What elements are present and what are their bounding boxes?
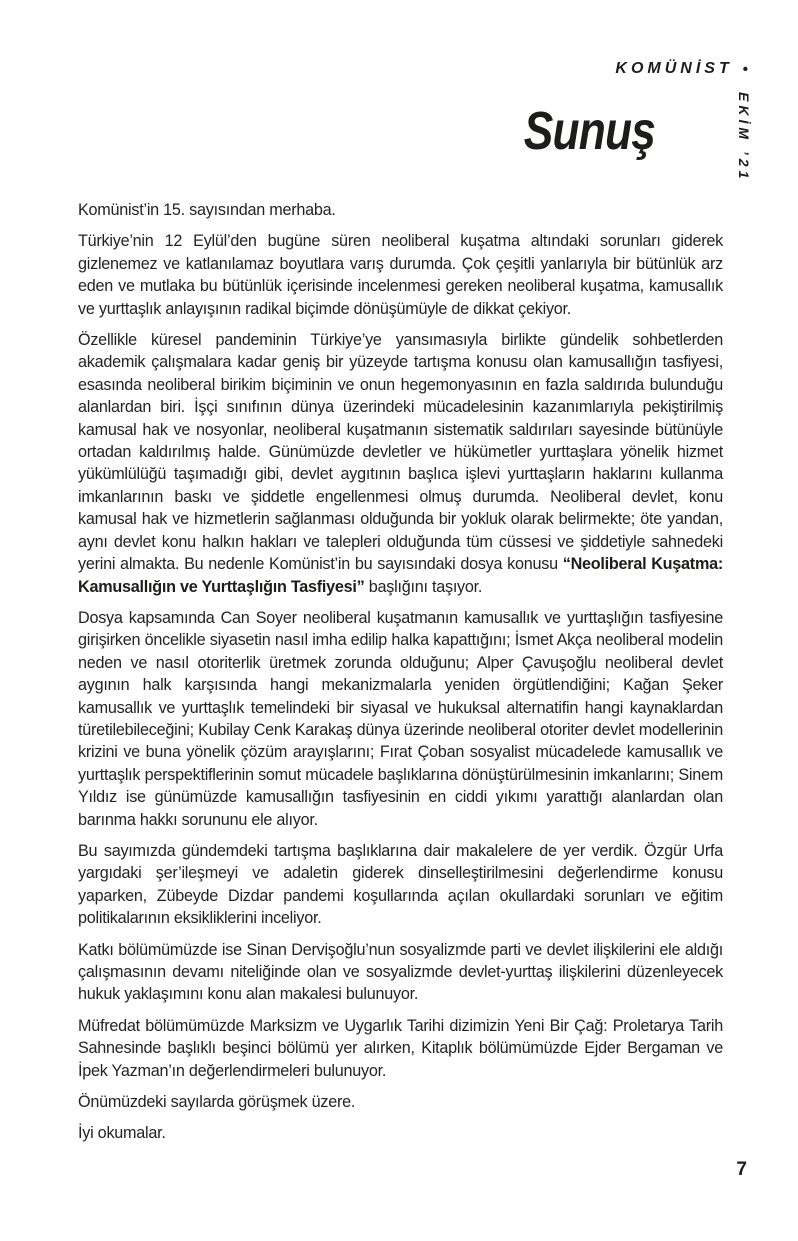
paragraph-dossier-theme-tail: başlığını taşıyor. bbox=[364, 577, 483, 596]
dossier-title-emphasis: “Neoliberal Kuşatma: Kamusallığın ve Yurttaşlığın Tasfiyesi” bbox=[78, 555, 723, 596]
page-number: 7 bbox=[736, 1159, 747, 1180]
paragraph-agenda-articles: Bu sayımızda gündemdeki tartışma başlıklarına dair makalelere de yer verdik. Özgür Urfa yargıdaki şer’ileşmeyi ve adaletin giderek dinselleştirilmesini değerlendirme konusu yaparken, Zübeyde Dizdar pandemi koşullarında açılan okullardaki sorunları ve eğitim politikalarının eksikliklerini inceliyor. bbox=[78, 841, 723, 928]
paragraph-farewell: Önümüzdeki sayılarda görüşmek üzere. bbox=[78, 1093, 356, 1112]
paragraph-greeting: Komünist’in 15. sayısından merhaba. bbox=[78, 201, 336, 219]
paragraph-dossier-theme-text: Özellikle küresel pandeminin Türkiye’ye yansımasıyla birlikte gündelik sohbetlerden akademik çalışmalara kadar geniş bir yüzeyde tartışma konusu olan kamusallığın tasfiyesi, esasında neoliberal birikim biçiminin ve onun hegemonyasının en fazla saldırıda bulunduğu alanlardan biri. İşçi sınıfının dünya üzerindeki mücadelesinin kazanımlarıyla pekiştirilmiş kamusal hak ve nosyonlar, neoliberal kuşatmanın sistematik saldırıları sayesinde bütünüyle ortadan kaldırılmış halde. Günümüzde devletler ve hükümetler yurttaşlara yönelik hizmet yükümlülüğü taşımadığı gibi, devlet aygıtının başlıca işlevi yurttaşların haklarını kullanma imkanlarının baskı ve şiddetle engellenmesi olmuş durumda. Neoliberal devlet, konu kamusal hak ve hizmetlerin sağlanması olduğunda bir yokluk olarak belirmekte; öte yandan, aynı devlet konu halkın hakları ve talepleri olduğunda tüm cüssesi ve şiddetiyle sahnedeki yerini almakta. Bu nedenle Komünist’in bu sayısındaki dosya konusu bbox=[78, 331, 723, 574]
editorial-body bbox=[78, 199, 723, 1154]
paragraph-curriculum-section: Müfredat bölümümüzde Marksizm ve Uygarlık Tarihi dizimizin Yeni Bir Çağ: Proletarya Tarih Sahnesinde başlıklı beşinci bölümü yer alırken, Kitaplık bölümümüzde Ejder Bergaman ve İpek Yazman’ın değerlendirmeleri bulunuyor. bbox=[78, 1016, 723, 1080]
paragraph-intro: Türkiye’nin 12 Eylül’den bugüne süren neoliberal kuşatma altındaki sorunları giderek gizlenemez ve katlanılamaz boyutlara varış durumda. Çok çeşitli yanlarıyla bir bütünlük arz eden ve mutlaka bu bütünlük içerisinde incelenmesi gereken neoliberal kuşatma, kamusallık ve yurttaşlık anlayışının radikal biçimde dönüşümüyle de dikkat çekiyor. bbox=[78, 232, 723, 318]
masthead bbox=[615, 60, 748, 78]
paragraph-contribution-section: Katkı bölümümüzde ise Sinan Dervişoğlu’nun sosyalizmde parti ve devlet ilişkilerini ele aldığı çalışmasının devamı niteliğinde olan ve sosyalizmde devlet-yurttaş ilişkilerini düzenleyecek hukuk yaklaşımını konu alan makalesi bulunuyor. bbox=[78, 940, 723, 1004]
magazine-name: KOMÜNİST bbox=[615, 60, 733, 77]
paragraph-dossier-authors: Dosya kapsamında Can Soyer neoliberal kuşatmanın kamusallık ve yurttaşlığın tasfiyesine girişirken öncelikle siyasetin nasıl imha edilip halka kapattığını; İsmet Akça neoliberal modelin neden ve nasıl otoriterlik üretmek zorunda olduğunu; Alper Çavuşoğlu neoliberal devlet aygının halk karşısında hangi mekanizmalarla yeniden örgütlendiğini; Kağan Şeker kamusallık ve yurttaşlık temelindeki bir siyasal ve hukuksal alternatifin hangi kaynaklardan türetilebileceğini; Kubilay Cenk Karakaş dünya üzerinde neoliberal otoriter devlet modellerinin krizini ve buna yönelik çözüm arayışlarını; Fırat Çoban sosyalist mücadelede kamusallık ve yurttaşlık perspektiflerinin somut mücadele başlıklarına dönüştürülmesinin imkanlarını; Sinem Yıldız ise günümüzde kamusallığın tasfiyesinin en ciddi yıkımı yarattığı alanlardan olan barınma hakkı sorununu ele alıyor. bbox=[78, 608, 723, 829]
paragraph-dossier-theme bbox=[78, 329, 723, 598]
paragraph-good-reading: İyi okumalar. bbox=[78, 1124, 166, 1143]
issue-date-vertical: EKİM ’21 bbox=[736, 92, 752, 183]
bullet-icon: • bbox=[742, 60, 748, 78]
page-title: Sunuş bbox=[523, 101, 655, 161]
